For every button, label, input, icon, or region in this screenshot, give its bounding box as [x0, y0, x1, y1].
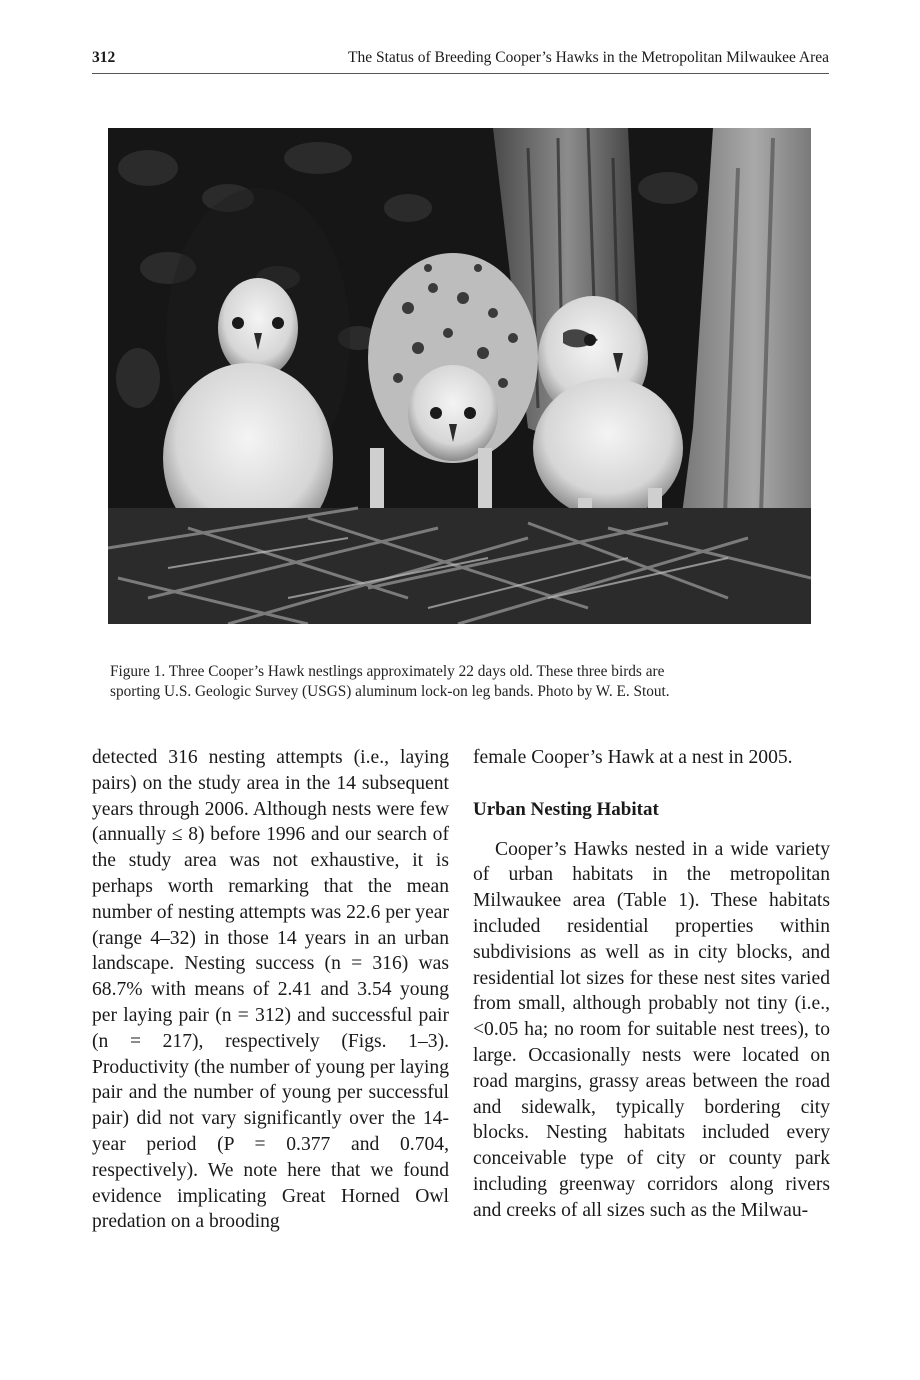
left-column — [92, 745, 449, 1235]
body-paragraph: female Cooper’s Hawk at a nest in 2005. — [473, 747, 793, 768]
figure-caption — [110, 662, 810, 702]
running-head — [92, 49, 829, 74]
body-paragraph: detected 316 nesting attempts (i.e., laying pairs) on the study area in the 14 subsequent years through 2006. Although nests were few (annually ≤ 8) before 1996 and our search of the study area was not exhaustive, it is perhaps worth remarking that the mean number of nesting attempts was 22.6 per year (range 4–32) in those 14 years in an urban landscape. Nesting success (n = 316) was 68.7% with means of 2.41 and 3.54 young per laying pair (n = 312) and successful pair (n = 217), respectively (Figs. 1–3). Productivity (the number of young per laying pair and the number of young per successful pair) did not vary significantly over the 14-year period (P = 0.377 and 0.704, respectively). We note here that we found evidence implicating Great Horned Owl predation on a brooding — [92, 747, 449, 1233]
body-paragraph: Cooper’s Hawks nested in a wide variety of urban habitats in the metropolitan Milwaukee area (Table 1). These habitats included residential properties within subdivisions as well as in city blocks, and residential lot sizes for these nest sites varied from small, although probably not tiny (i.e., <0.05 ha; no room for suitable nest trees), to large. Occasionally nests were located on road margins, grassy areas between the road and sidewalk, typically bordering city blocks. Nesting habitats included every conceivable type of city or county park including greenway corridors along rivers and creeks of all sizes such as the Milwau- — [473, 838, 830, 1221]
running-title: The Status of Breeding Cooper’s Hawks in the Metropolitan Milwaukee Area — [348, 49, 829, 66]
caption-line: Figure 1. Three Cooper’s Hawk nestlings approximately 22 days old. These three birds are — [110, 663, 665, 680]
section-heading: Urban Nesting Habitat — [473, 798, 659, 820]
page-number: 312 — [92, 49, 116, 66]
right-column — [473, 745, 830, 1224]
caption-line: sporting U.S. Geologic Survey (USGS) aluminum lock-on leg bands. Photo by W. E. Stout. — [110, 683, 670, 700]
hawk-nestlings-photo — [108, 128, 811, 624]
